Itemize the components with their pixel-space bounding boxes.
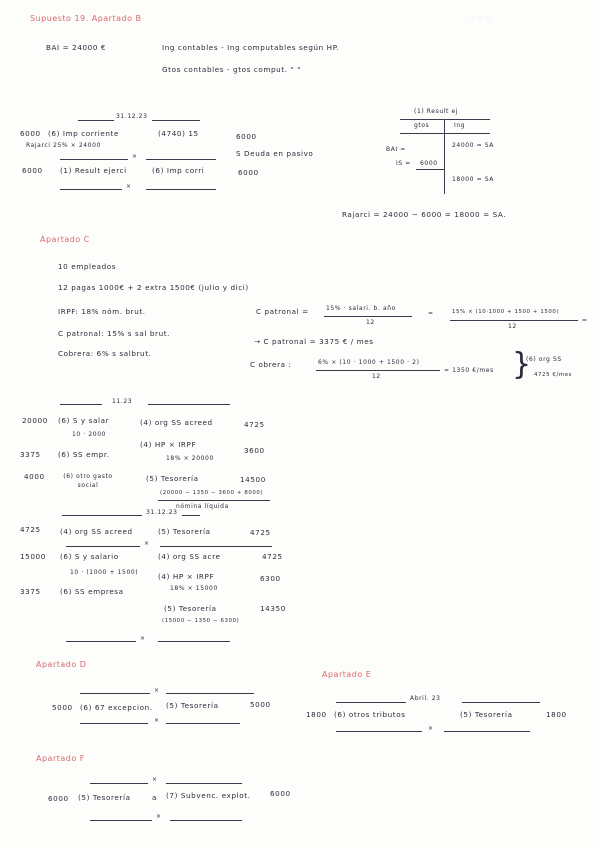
entry2-row3-calc: (20000 − 1350 − 3600 + 8000) (160, 490, 264, 496)
apartado-e-credit-amount: 1800 (546, 710, 567, 719)
bai-label: BAI = 24000 € (46, 43, 107, 52)
apartado-d-credit: (5) Tesorería (166, 701, 219, 710)
entry1-deuda: S Deuda en pasivo (236, 149, 314, 158)
entry1-separator-2: × (126, 183, 132, 190)
brace-top: (6) org SS (526, 356, 562, 363)
entry3-row4-account: (6) SS empresa (60, 587, 124, 596)
apartado-e-title: Apartado E (322, 670, 372, 679)
formula-cp-right-numerator: 15% × (10·1000 + 1500 + 1500) (452, 309, 560, 315)
entry2-row1-credit: (4) org SS acreed (140, 418, 213, 427)
entry2-row1-sub: 10 · 2000 (72, 431, 107, 438)
entry2-row1-account: (6) S y salar (58, 416, 110, 425)
apartado-f-separator: × (152, 776, 158, 783)
apartado-f-mid: a (152, 793, 158, 802)
taccount-bai-label: BAI = (386, 146, 406, 153)
formula-co-result: = 1350 €/mes (444, 367, 494, 374)
apartado-e-credit: (5) Tesorería (460, 710, 513, 719)
entry2-row2-amount: 3375 (20, 450, 41, 459)
apartado-f-separator-2: × (156, 813, 162, 820)
apartado-c-line-3: IRPF: 18% nóm. brut. (58, 307, 146, 316)
entry1-row3-account: (1) Result ejerci (60, 166, 127, 175)
apartado-c-line-2: 12 pagas 1000€ + 2 extra 1500€ (julio y dici) (58, 283, 249, 292)
entry3-row2-credit-amount: 4725 (262, 552, 283, 561)
faint-header-mark: ~ ~ ~ (470, 15, 492, 22)
formula-co-numerator: 6% × (10 · 1000 + 1500 · 2) (318, 359, 420, 366)
page-title: Supuesto 19. Apartado B (30, 14, 142, 23)
apartado-f-credit-amount: 6000 (270, 789, 291, 798)
entry3-row4-calc: (15000 − 1350 − 6300) (162, 618, 240, 624)
taccount-debit-header: gtos (414, 122, 430, 129)
entry1-row1-right: 6000 (236, 132, 257, 141)
entry3-row2-sub: 10 · (1000 + 1500) (70, 569, 139, 576)
apartado-d-separator-2: × (154, 717, 160, 724)
entry2-row2-account: (6) SS empr. (58, 450, 110, 459)
apartado-c-title: Apartado C (40, 235, 90, 244)
formula-cp-numerator: 15% · salari. b. año (326, 305, 396, 312)
entry1-row3-right: 6000 (238, 168, 259, 177)
formula-co-label: C obrera : (250, 360, 292, 369)
intro-line-2: Gtos contables - gtos comput. " " (162, 65, 302, 74)
taccount-credit-2: 18000 = SA (452, 176, 494, 183)
entry2-date: 11.23 (112, 398, 133, 405)
entry2-row3-credit-amount: 14500 (240, 475, 266, 484)
entry3-row2-amount: 15000 (20, 552, 46, 561)
entry3-row1-account: (4) org SS acreed (60, 527, 133, 536)
entry2-row2-credit-amount: 3600 (244, 446, 265, 455)
apartado-d-amount: 5000 (52, 703, 73, 712)
entry3-row2-credit: (4) org SS acre (158, 552, 221, 561)
entry2-row3-amount: 4000 (24, 472, 45, 481)
apartado-f-amount: 6000 (48, 794, 69, 803)
entry2-row2-credit: (4) HP × IRPF (140, 440, 197, 449)
entry2-row3-credit: (5) Tesorería (146, 474, 199, 483)
entry3-row4-credit-amount: 14350 (260, 604, 286, 613)
entry3-row1-credit-amount: 4725 (250, 528, 271, 537)
entry3-row3-credit-amount: 6300 (260, 574, 281, 583)
entry1-row3-credit: (6) Imp corri (152, 166, 205, 175)
entry3-row2-account: (6) S y salario (60, 552, 119, 561)
taccount-credit-header: Ing (454, 122, 466, 129)
apartado-e-date: Abril. 23 (410, 695, 441, 702)
brace-bottom: 4725 €/mes (534, 372, 573, 378)
formula-cp-equals: = (582, 317, 588, 324)
apartado-e-amount: 1800 (306, 710, 327, 719)
formula-cp-label: C patronal = (256, 307, 309, 316)
entry1-row1-credit: (4740) 15 (158, 129, 199, 138)
entry2-row3-account: (6) otro gasto social (63, 473, 113, 489)
entry2-row2-credit-sub: 18% × 20000 (166, 455, 214, 462)
taccount-is-value: 6000 (420, 160, 438, 167)
taccount-is-label: IS = (396, 160, 411, 167)
apartado-d-separator: × (154, 687, 160, 694)
result-line: Rajarci = 24000 − 6000 = 18000 = SA. (342, 210, 507, 219)
taccount-title: (1) Result ej (414, 108, 459, 115)
entry3-row1-credit: (5) Tesorería (158, 527, 211, 536)
apartado-c-line-1: 10 empleados (58, 262, 117, 271)
entry1-row1-account: (6) Imp corriente (48, 129, 119, 138)
apartado-c-line-5: Cobrera: 6% s salbrut. (58, 349, 152, 358)
entry3-separator: × (144, 540, 150, 547)
apartado-e-account: (6) otros tributos (334, 710, 406, 719)
entry3-row4-credit: (5) Tesorería (164, 604, 217, 613)
apartado-f-account: (5) Tesorería (78, 793, 131, 802)
entry3-row3-credit-sub: 18% × 15000 (170, 585, 218, 592)
apartado-d-account: (6) 67 excepcion. (80, 703, 153, 712)
entry1-date: 31.12.23 (116, 113, 148, 120)
formula-cp-result: → C patronal = 3375 € / mes (254, 337, 374, 346)
formula-cp-denominator: 12 (366, 319, 375, 326)
apartado-e-separator: × (428, 725, 434, 732)
entry1-row1-amount: 6000 (20, 129, 41, 138)
apartado-f-title: Apartado F (36, 754, 85, 763)
apartado-d-credit-amount: 5000 (250, 700, 271, 709)
formula-co-denominator: 12 (372, 373, 381, 380)
entry3-row4-amount: 3375 (20, 587, 41, 596)
entry2-row1-amount: 20000 (22, 416, 48, 425)
entry2-row3-note: nómina líquida (176, 503, 229, 510)
apartado-d-title: Apartado D (36, 660, 87, 669)
entry3-separator-2: × (140, 635, 146, 642)
entry3-row1-amount: 4725 (20, 525, 41, 534)
entry3-date: 31.12.23 (146, 509, 178, 516)
entry1-separator: × (132, 153, 138, 160)
entry3-row3-credit: (4) HP × IRPF (158, 572, 215, 581)
apartado-f-credit: (7) Subvenc. explot. (166, 791, 251, 800)
intro-line-1: Ing contables - Ing computables según HP. (162, 43, 340, 52)
entry1-row3-amount: 6000 (22, 166, 43, 175)
apartado-c-line-4: C patronal: 15% s sal brut. (58, 329, 171, 338)
formula-cp-right-denominator: 12 (508, 323, 517, 330)
entry2-row1-credit-amount: 4725 (244, 420, 265, 429)
taccount-credit-1: 24000 = SA (452, 142, 494, 149)
entry1-note: Rajarci 25% × 24000 (26, 142, 101, 149)
